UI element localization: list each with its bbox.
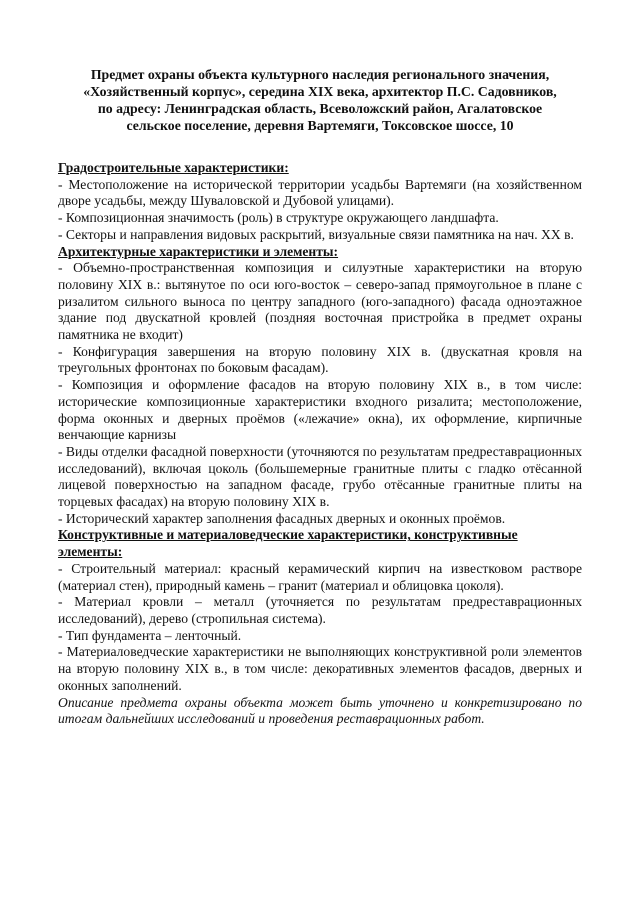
title-line: Предмет охраны объекта культурного наследия регионального значения,: [90, 67, 550, 82]
list-item: - Секторы и направления видовых раскрытий, визуальные связи памятника на нач. XX в.: [58, 226, 574, 242]
title-line: по адресу: Ленинградская область, Всеволожский район, Агалатовское: [97, 101, 543, 116]
document-title: [58, 66, 582, 134]
list-item: - Исторический характер заполнения фасадных дверных и оконных проёмов.: [58, 510, 506, 526]
list-item: - Материал кровли – металл (уточняется по результатам предреставрационных исследований), дерево (стропильная система).: [58, 594, 582, 626]
list-item: - Виды отделки фасадной поверхности (уточняются по результатам предреставрационных исследований), включая цоколь (большемерные гранитные плиты с гладко отёсанной лицевой поверхностью на западном фасаде, грубо отёсанные гранитные плиты на торцевых фасадах) на вторую половину XIX в.: [58, 443, 583, 510]
list-item: - Материаловедческие характеристики не выполняющих конструктивной роли элементов на вторую половину XIX в., в том числе: декоративных элементов фасадов, дверных и оконных заполнений.: [58, 644, 582, 693]
title-line: «Хозяйственный корпус», середина XIX века, архитектор П.С. Садовников,: [83, 84, 557, 99]
section-heading-urban-planning: Градостроительные характеристики:: [58, 160, 289, 175]
title-line: сельское поселение, деревня Вартемяги, Токсовское шоссе, 10: [126, 118, 514, 133]
section-heading-constructive: Конструктивные и материаловедческие характеристики, конструктивные элементы:: [58, 527, 518, 560]
list-item: - Объемно-пространственная композиция и силуэтные характеристики на вторую половину XIX в.: вытянутое по оси юго-восток – северо-запад прямоугольное в плане с ризалитом сильного выноса по центру западного (юго-западного) фасада одноэтажное здание под двускатной кровлей (поздняя восточная пристройка в предмет охраны памятника не входит): [58, 260, 582, 343]
closing-note: Описание предмета охраны объекта может быть уточнено и конкретизировано по итогам дальнейших исследований и проведения реставрационных работ.: [58, 694, 582, 727]
list-item: - Композиция и оформление фасадов на вторую половину XIX в., в том числе: исторические композиционные характеристики входного ризалита; местоположение, форма оконных и дверных проёмов («лежачие» окна), их оформление, кирпичные венчающие карнизы: [58, 377, 582, 443]
list-item: - Конфигурация завершения на вторую половину XIX в. (двускатная кровля на треугольных фронтонах по боковым фасадам).: [58, 343, 582, 376]
list-item: - Строительный материал: красный керамический кирпич на известковом растворе (материал стен), природный камень – гранит (материал и облицовка цоколя).: [58, 560, 582, 593]
list-item: - Местоположение на исторической территории усадьбы Вартемяги (на хозяйственном дворе усадьбы, между Шуваловской и Дубовой улицами).: [58, 176, 582, 209]
section-heading-architectural: Архитектурные характеристики и элементы:: [58, 243, 339, 259]
list-item: - Тип фундамента – ленточный.: [58, 627, 242, 643]
list-item: - Композиционная значимость (роль) в структуре окружающего ландшафта.: [58, 210, 499, 226]
